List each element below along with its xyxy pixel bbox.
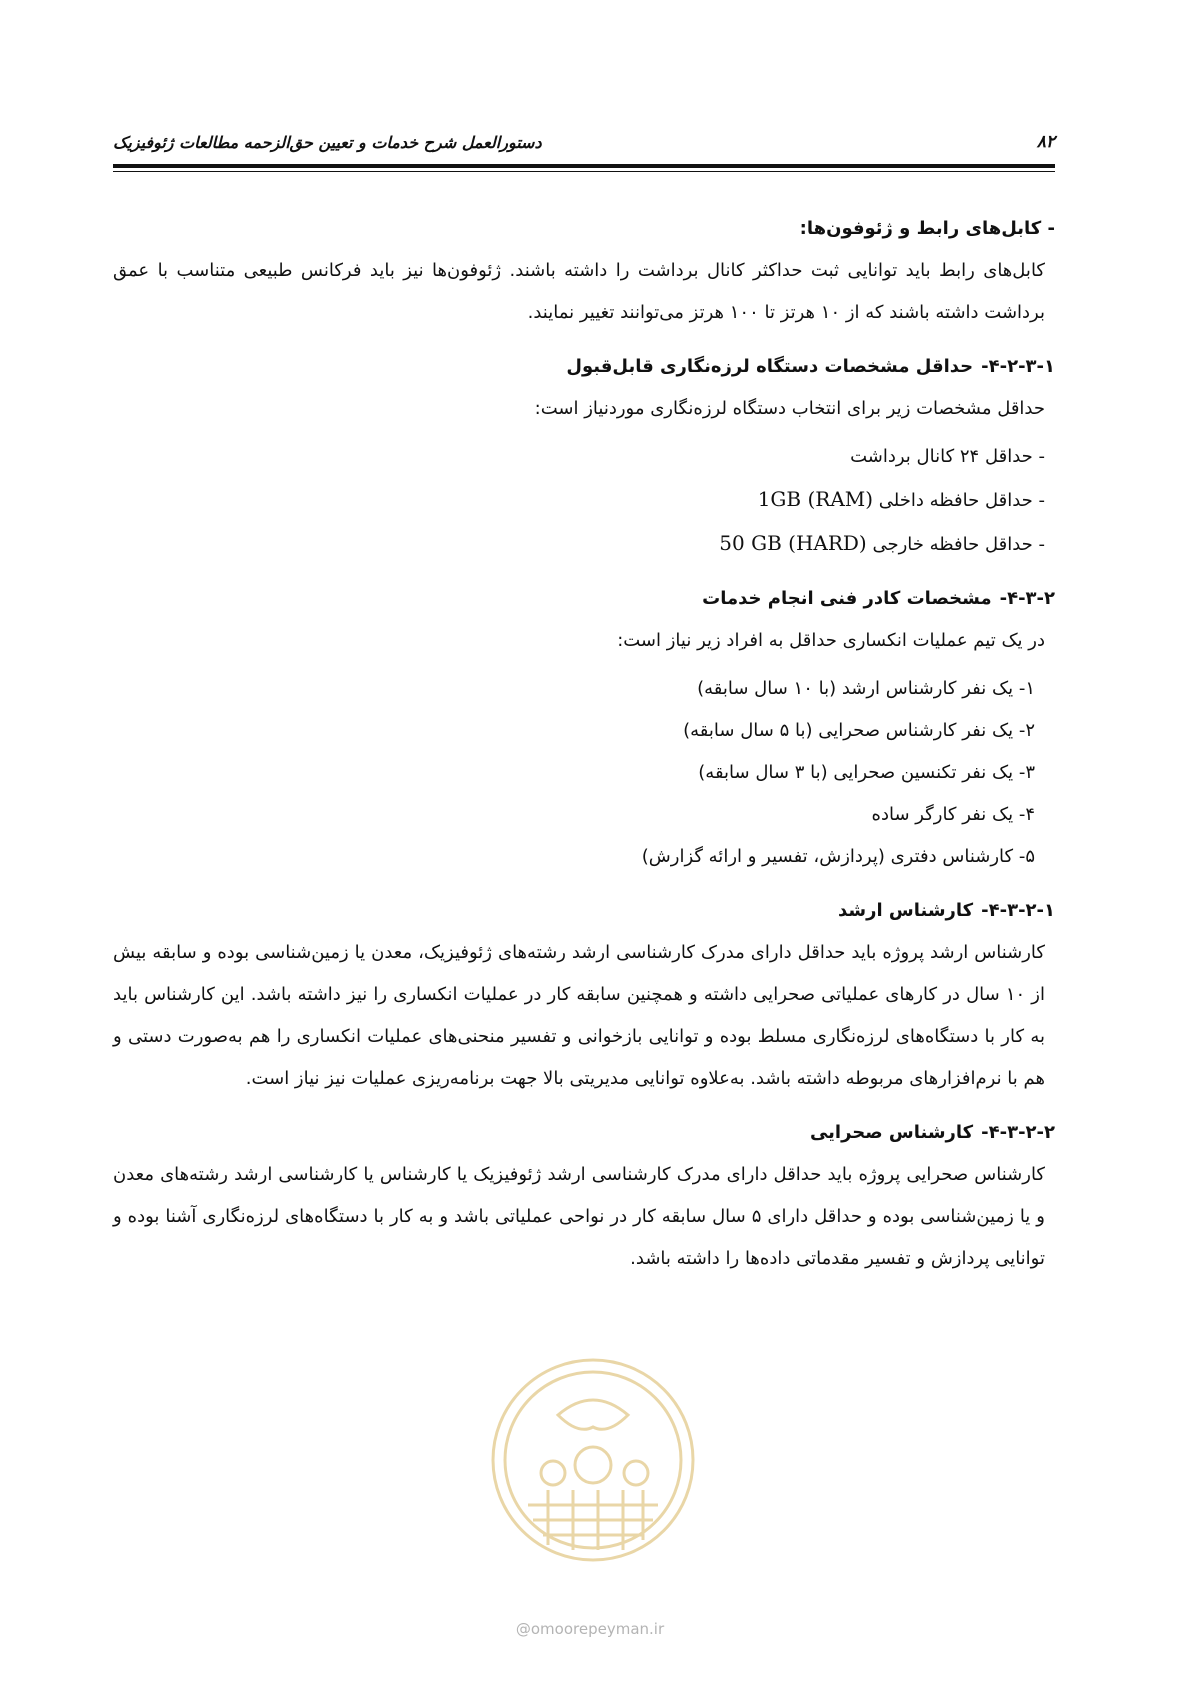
spec-item [113,478,1055,522]
seismograph-intro: حداقل مشخصات زیر برای انتخاب دستگاه لرزه‌نگاری موردنیاز است: [534,398,1045,419]
section-heading-4-3-2 [113,578,1055,620]
spec-label: - حداقل حافظه داخلی [878,490,1045,511]
watermark-seal [488,1355,698,1565]
section-number: ۴-۳-۲-۱- [981,900,1055,921]
spec-value: 50 GB (HARD) [719,531,867,555]
section-number: ۴-۳-۲-۲- [981,1122,1055,1143]
section-title: حداقل مشخصات دستگاه لرزه‌نگاری قابل‌قبول [566,356,974,377]
section-heading-4-3-2-1 [113,890,1055,932]
field-expert-paragraph: کارشناس صحرایی پروژه باید حداقل دارای مدرک کارشناسی ارشد ژئوفیزیک یا کارشناس یا کارشناسی ارشد رشته‌های معدن و یا زمین‌شناسی بوده و حداقل دارای ۵ سال سابقه کار در نواحی عملیاتی باشد و به کار با دستگاه‌های لرزه‌نگاری آشنا بوده و توانایی پردازش و تفسیر مقدماتی داده‌ها را داشته باشد. [113,1164,1045,1269]
spec-item [113,522,1055,566]
seal-icon [488,1355,698,1565]
team-item: ۵- کارشناس دفتری (پردازش، تفسیر و ارائه گزارش) [641,846,1035,867]
spec-value: 1GB (RAM) [757,487,874,511]
spec-label: - حداقل حافظه خارجی [872,534,1045,555]
section-title: کارشناس صحرایی [809,1122,974,1143]
website-watermark: @omoorepeyman.ir [515,1620,665,1638]
spec-item: - حداقل ۲۴ کانال برداشت [850,446,1045,467]
page-header [113,128,1055,162]
senior-expert-paragraph: کارشناس ارشد پروژه باید حداقل دارای مدرک کارشناسی ارشد رشته‌های ژئوفیزیک، معدن یا زمین‌شناسی بوده و سابقه بیش از ۱۰ سال در کارهای عملیاتی صحرایی داشته و همچنین سابقه کار در عملیات انکساری را نیز داشته باشد. این کارشناس باید به کار با دستگاه‌های لرزه‌نگاری مسلط بوده و توانایی بازخوانی و تفسیر منحنی‌های عملیات انکساری را هم به‌صورت دستی و هم با نرم‌افزارهای مربوطه داشته باشد. به‌علاوه توانایی مدیریتی بالا جهت برنامه‌ریزی عملیات نیز نیاز است. [113,942,1046,1089]
team-item: ۳- یک نفر تکنسین صحرایی (با ۳ سال سابقه) [698,762,1035,783]
team-item: ۱- یک نفر کارشناس ارشد (با ۱۰ سال سابقه) [697,678,1035,699]
team-intro: در یک تیم عملیات انکساری حداقل به افراد زیر نیاز است: [617,630,1045,651]
running-title: دستورالعمل شرح خدمات و تعیین حق‌الزحمه مطالعات ژئوفیزیک [113,133,542,152]
cables-heading: - کابل‌های رابط و ژئوفون‌ها: [799,218,1055,239]
section-number: ۴-۳-۲- [999,588,1055,609]
section-title: کارشناس ارشد [838,900,974,921]
section-title: مشخصات کادر فنی انجام خدمات [702,588,992,609]
section-number: ۴-۲-۳-۱- [981,356,1055,377]
team-item: ۲- یک نفر کارشناس صحرایی (با ۵ سال سابقه) [683,720,1035,741]
page-body [113,208,1055,1280]
page-number: ۸۲ [1036,132,1055,152]
section-heading-4-2-3-1 [113,346,1055,388]
section-heading-4-3-2-2 [113,1112,1055,1154]
cables-paragraph: کابل‌های رابط باید توانایی ثبت حداکثر کانال برداشت را داشته باشند. ژئوفون‌ها نیز باید فرکانس طبیعی متناسب با عمق برداشت داشته باشند که از ۱۰ هرتز تا ۱۰۰ هرتز می‌توانند تغییر نمایند. [113,260,1045,323]
header-rule-thick [113,164,1055,168]
header-rule-thin [113,171,1055,172]
team-item: ۴- یک نفر کارگر ساده [871,804,1035,825]
